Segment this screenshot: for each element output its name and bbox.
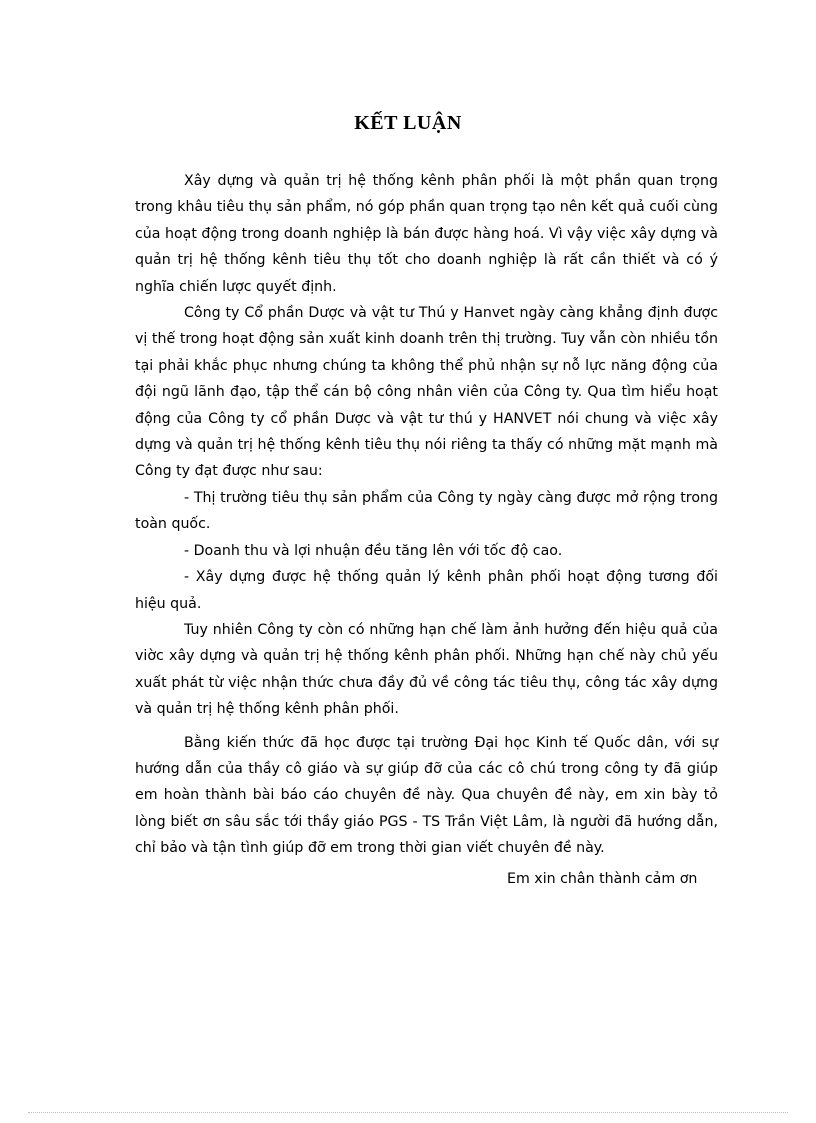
document-body — [135, 168, 718, 892]
page-title: KẾT LUẬN — [354, 112, 462, 134]
paragraph-limitations: Tuy nhiên Công ty còn có những hạn chế làm ảnh hưởng đến hiệu quả của viờc xây dựng và quản trị hệ thống kênh phân phối. Những hạn chế này chủ yếu xuất phát từ việc nhận thức chưa đầy đủ về công tác tiêu thụ, công tác xây dựng và quản trị hệ thống kênh phân phối. — [135, 621, 718, 718]
closing-thanks: Em xin chân thành cảm ơn — [507, 870, 698, 887]
paragraph-strength-revenue: - Doanh thu và lợi nhuận đều tăng lên với tốc độ cao. — [184, 542, 563, 559]
paragraph-strength-management: - Xây dựng được hệ thống quản lý kênh phân phối hoạt động tương đối hiệu quả. — [135, 569, 718, 612]
paragraph-acknowledgement: Bằng kiến thức đã học được tại trường Đại học Kinh tế Quốc dân, với sự hướng dẫn của thầy cô giáo và sự giúp đỡ của các cô chú trong công ty đã giúp em hoàn thành bài báo cáo chuyên đề này. Qua chuyên đề này, em xin bày tỏ lòng biết ơn sâu sắc tới thầy giáo PGS - TS Trần Việt Lâm, là người đã hướng dẫn, chỉ bảo và tận tình giúp đỡ em trong thời gian viết chuyên đề này. — [135, 734, 718, 857]
paragraph-intro: Xây dựng và quản trị hệ thống kênh phân phối là một phần quan trọng trong khâu tiêu thụ sản phẩm, nó góp phần quan trọng tạo nên kết quả cuối cùng của hoạt động trong doanh nghiệp là bán được hàng hoá. Vì vậy việc xây dựng và quản trị hệ thống kênh tiêu thụ tốt cho doanh nghiệp là rất cần thiết và có ý nghĩa chiến lược quyết định. — [135, 173, 718, 295]
paragraph-company: Công ty Cổ phần Dược và vật tư Thú y Hanvet ngày càng khẳng định được vị thế trong hoạt động sản xuất kinh doanh trên thị trường. Tuy vẫn còn nhiều tồn tại phải khắc phục nhưng chúng ta không thể phủ nhận sự nỗ lực năng động của đội ngũ lãnh đạo, tập thể cán bộ công nhân viên của Công ty. Qua tìm hiểu hoạt động của Công ty cổ phần Dược và vật tư thú y HANVET nói chung và việc xây dựng và quản trị hệ thống kênh tiêu thụ nói riêng ta thấy có những mặt mạnh mà Công ty đạt được như sau: — [135, 305, 718, 480]
page-footer-divider — [28, 1112, 788, 1113]
paragraph-strength-market: - Thị trường tiêu thụ sản phẩm của Công ty ngày càng được mở rộng trong toàn quốc. — [135, 489, 718, 533]
